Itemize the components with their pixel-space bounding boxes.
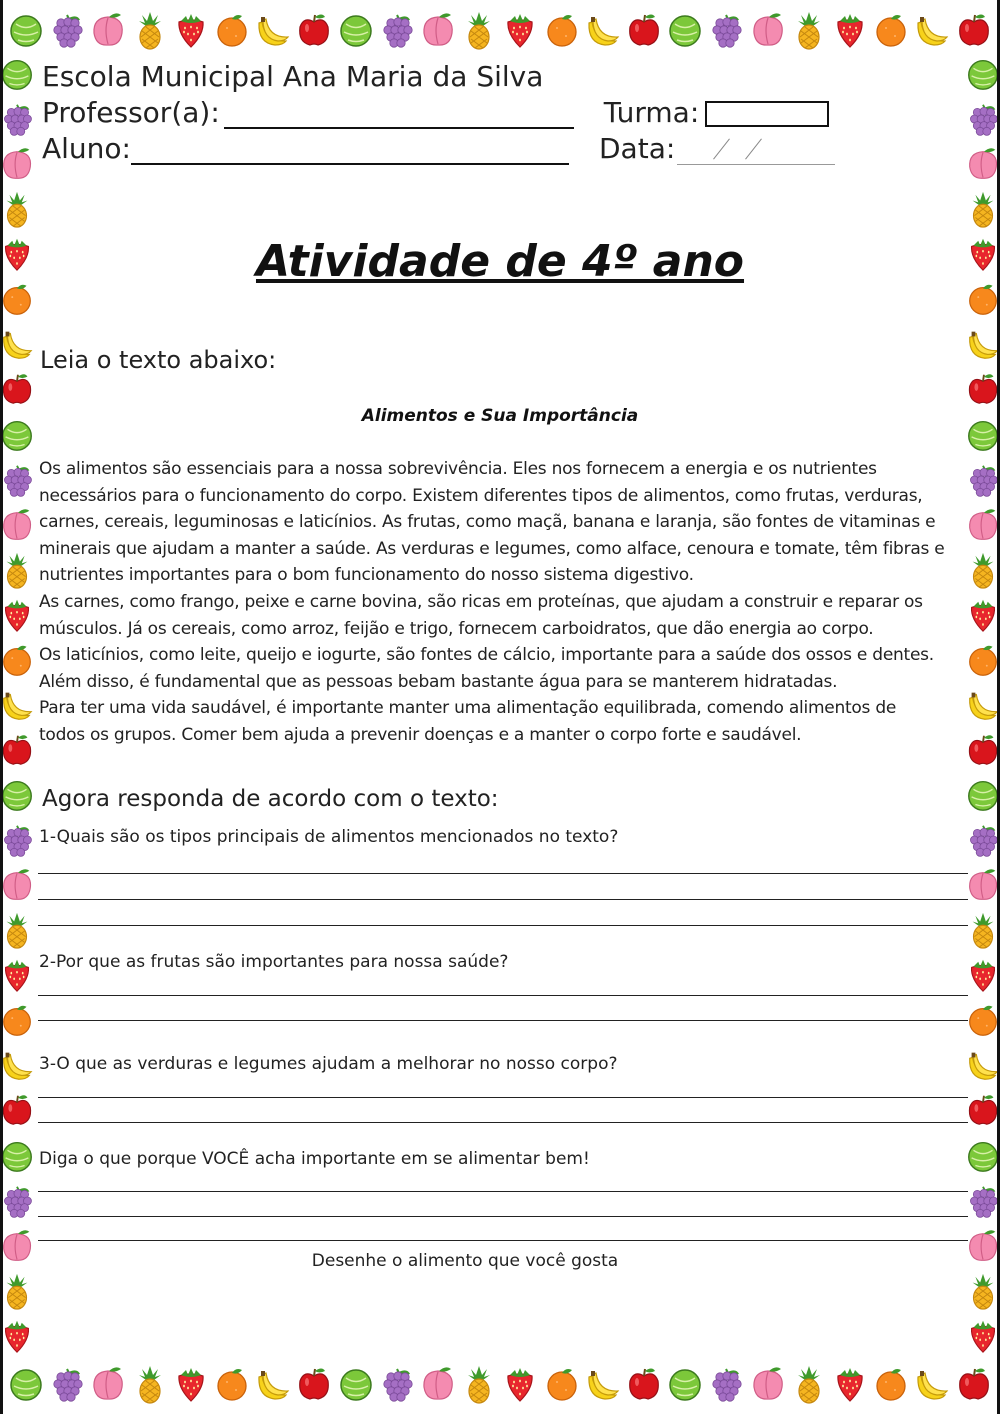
text-line: todos os grupos. Comer bem ajuda a prevenir doenças e a manter o corpo forte e saudável. [39,724,802,745]
pineapple-icon [130,10,170,50]
strawberry-icon [830,10,870,50]
pineapple-icon [0,190,36,228]
pineapple-icon [0,1272,36,1310]
apple-icon [964,370,1000,408]
professor-field[interactable] [224,103,574,129]
grapes-icon [0,1182,36,1220]
school-name: Escola Municipal Ana Maria da Silva [42,60,544,93]
text-line: Os laticínios, como leite, queijo e iogurte, são fontes de cálcio, importante para a saúde dos ossos e dentes. [39,645,934,666]
banana-icon [583,1364,623,1404]
strawberry-icon [171,1364,211,1404]
text-line: Para ter uma vida saudável, é importante manter uma alimentação equilibrada, comendo alimentos de [39,698,897,719]
strawberry-icon [0,956,36,994]
melon-icon [336,1364,376,1404]
melon-icon [6,1364,46,1404]
peach-icon [964,145,1000,183]
orange-icon [212,10,252,50]
orange-icon [542,10,582,50]
turma-field[interactable] [705,101,829,127]
strawberry-icon [500,10,540,50]
pineapple-icon [964,911,1000,949]
peach-icon [88,10,128,50]
pineapple-icon [789,10,829,50]
professor-row [42,96,829,129]
date-slash [713,138,730,159]
fruit-border-top [0,0,1000,60]
answer-line[interactable] [38,1191,968,1192]
peach-icon [418,10,458,50]
strawberry-icon [0,596,36,634]
strawberry-icon [0,1317,36,1355]
grapes-icon [377,1364,417,1404]
banana-icon [0,325,36,363]
banana-icon [0,1046,36,1084]
peach-icon [418,1364,458,1404]
grapes-icon [47,1364,87,1404]
peach-icon [0,866,36,904]
frame-left-edge [0,0,3,1414]
banana-icon [964,1046,1000,1084]
melon-icon [6,10,46,50]
banana-icon [253,1364,293,1404]
apple-icon [0,731,36,769]
orange-icon [542,1364,582,1404]
aluno-row [42,132,835,165]
grapes-icon [47,10,87,50]
answer-line[interactable] [38,899,968,900]
pineapple-icon [0,551,36,589]
melon-icon [0,1137,36,1175]
aluno-field[interactable] [131,139,569,165]
answer-line[interactable] [38,1020,968,1021]
reading-text [39,456,974,749]
peach-icon [748,1364,788,1404]
turma-label: Turma: [603,96,700,129]
apple-icon [964,1091,1000,1129]
melon-icon [964,776,1000,814]
peach-icon [0,506,36,544]
pineapple-icon [459,1364,499,1404]
melon-icon [964,1137,1000,1175]
banana-icon [0,686,36,724]
question-4: Diga o que porque VOCÊ acha importante em se alimentar bem! [39,1149,590,1169]
banana-icon [253,10,293,50]
aluno-label: Aluno: [42,132,131,165]
orange-icon [871,10,911,50]
answer-line[interactable] [38,1216,968,1217]
text-line: Os alimentos são essenciais para a nossa sobrevivência. Eles nos fornecem a energia e os nutrientes [39,459,877,479]
text-line: necessários para o funcionamento do corpo. Existem diferentes tipos de alimentos, como frutas, verduras, [39,485,923,506]
apple-icon [0,1091,36,1129]
strawberry-icon [500,1364,540,1404]
apple-icon [954,1364,994,1404]
pineapple-icon [0,911,36,949]
strawberry-icon [830,1364,870,1404]
orange-icon [0,1001,36,1039]
strawberry-icon [964,956,1000,994]
fruit-border-bottom [0,1354,1000,1414]
grapes-icon [706,10,746,50]
answer-line[interactable] [38,1122,968,1123]
text-line: músculos. Já os cereais, como arroz, feijão e trigo, fornecem carboidratos, que dão energia ao corpo. [39,618,874,639]
apple-icon [954,10,994,50]
apple-icon [624,10,664,50]
grapes-icon [0,821,36,859]
text-line: As carnes, como frango, peixe e carne bovina, são ricas em proteínas, que ajudam a construir e reparar os [39,591,923,612]
data-label: Data: [599,132,676,165]
banana-icon [912,1364,952,1404]
melon-icon [336,10,376,50]
text-line: carnes, cereais, leguminosas e laticínios. As frutas, como maçã, banana e laranja, são fontes de vitaminas e [39,512,936,533]
strawberry-icon [171,10,211,50]
pineapple-icon [130,1364,170,1404]
peach-icon [0,145,36,183]
pineapple-icon [459,10,499,50]
orange-icon [964,1001,1000,1039]
text-title: Alimentos e Sua Importância [361,406,639,426]
melon-icon [964,55,1000,93]
apple-icon [294,10,334,50]
grapes-icon [0,461,36,499]
melon-icon [0,776,36,814]
draw-prompt: Desenhe o alimento que você gosta [311,1251,619,1271]
peach-icon [748,10,788,50]
grapes-icon [0,100,36,138]
strawberry-icon [964,1317,1000,1355]
answer-heading: Agora responda de acordo com o texto: [42,786,499,812]
banana-icon [912,10,952,50]
text-line: Além disso, é fundamental que as pessoas bebam bastante água para se manterem hidratadas. [39,671,838,692]
peach-icon [964,1227,1000,1265]
pineapple-icon [789,1364,829,1404]
apple-icon [294,1364,334,1404]
grapes-icon [964,100,1000,138]
pineapple-icon [964,1272,1000,1310]
answer-line[interactable] [38,1097,968,1098]
question-2: 2-Por que as frutas são importantes para nossa saúde? [39,952,509,972]
answer-line[interactable] [38,995,968,996]
peach-icon [964,866,1000,904]
reading-instruction: Leia o texto abaixo: [40,346,277,374]
question-3: 3-O que as verduras e legumes ajudam a melhorar no nosso corpo? [39,1054,618,1074]
grapes-icon [377,10,417,50]
melon-icon [665,1364,705,1404]
grapes-icon [964,821,1000,859]
grapes-icon [964,1182,1000,1220]
question-1: 1-Quais são os tipos principais de alimentos mencionados no texto? [39,827,619,847]
orange-icon [212,1364,252,1404]
peach-icon [88,1364,128,1404]
banana-icon [583,10,623,50]
orange-icon [0,641,36,679]
text-line: nutrientes importantes para o bom funcionamento do nosso sistema digestivo. [39,565,694,586]
answer-line[interactable] [38,873,968,874]
apple-icon [0,370,36,408]
melon-icon [665,10,705,50]
banana-icon [964,325,1000,363]
page-title: Atividade de 4º ano [255,236,745,287]
date-field[interactable] [677,135,835,165]
date-slash [745,138,762,159]
answer-line[interactable] [38,1240,968,1241]
grapes-icon [706,1364,746,1404]
answer-line[interactable] [38,925,968,926]
text-line: minerais que ajudam a manter a saúde. As verduras e legumes, como alface, cenoura e tomate, têm fibras e [39,538,945,559]
orange-icon [871,1364,911,1404]
melon-icon [0,55,36,93]
apple-icon [624,1364,664,1404]
pineapple-icon [964,190,1000,228]
professor-label: Professor(a): [42,96,220,129]
